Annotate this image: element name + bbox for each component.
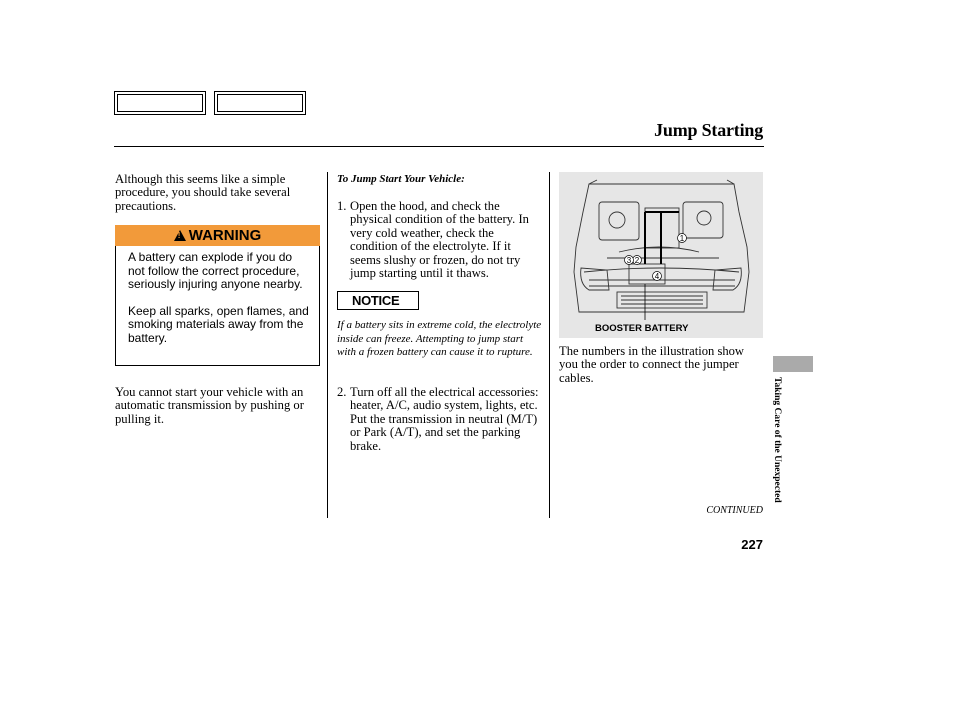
booster-battery-label: BOOSTER BATTERY xyxy=(595,323,689,334)
engine-bay-drawing xyxy=(559,172,763,338)
marker-4-label: 4 xyxy=(654,272,660,281)
marker-2-label: 2 xyxy=(634,256,640,265)
figure-caption: The numbers in the illustration show you the order to connect the jumper cables. xyxy=(559,344,745,385)
nav-box-inner xyxy=(117,94,203,112)
marker-3-label: 3 xyxy=(626,256,632,265)
automatic-note: You cannot start your vehicle with an automatic transmission by pushing or pulling it. xyxy=(115,385,304,426)
marker-1-label: 1 xyxy=(679,234,685,243)
step-number: 1. xyxy=(337,199,347,213)
step-item xyxy=(337,386,542,453)
page-title: Jump Starting xyxy=(654,120,763,140)
page-number: 227 xyxy=(741,537,763,552)
section-heading: To Jump Start Your Vehicle: xyxy=(337,173,465,185)
step-item xyxy=(337,200,542,280)
header-rule xyxy=(114,146,764,147)
intro-text: Although this seems like a simple procedure, you should take several precautions. xyxy=(115,172,291,213)
section-name: Taking Care of the Unexpected xyxy=(772,377,782,503)
section-vertical-label xyxy=(768,377,788,532)
step-number: 2. xyxy=(337,385,347,399)
nav-box-next[interactable] xyxy=(214,91,306,115)
step-text: Open the hood, and check the physical condition of the battery. In very cold weather, check the condition of the electrolyte. If it seems slushy or frozen, do not try jump starting until it thaws. xyxy=(350,199,529,281)
notice-text: If a battery sits in extreme cold, the electrolyte inside can freeze. Attempting to jump start with a frozen battery can cause it to rupture. xyxy=(337,319,542,358)
engine-bay-illustration xyxy=(559,172,763,338)
notice-label: NOTICE xyxy=(337,291,419,310)
warning-header xyxy=(115,225,320,246)
nav-box-inner xyxy=(217,94,303,112)
warning-box xyxy=(115,246,320,366)
section-tab[interactable] xyxy=(773,356,813,372)
warning-triangle-icon xyxy=(174,230,186,241)
nav-box-previous[interactable] xyxy=(114,91,206,115)
column-divider xyxy=(549,172,550,518)
column-divider xyxy=(327,172,328,518)
step-text: Turn off all the electrical accessories: heater, A/C, audio system, lights, etc. Put the transmission in neutral (M/T) or Park (A/T), and set the parking brake. xyxy=(350,385,539,453)
warning-paragraph: A battery can explode if you do not follow the correct procedure, seriously injuring anyone nearby. xyxy=(128,250,303,291)
warning-paragraph: Keep all sparks, open flames, and smoking materials away from the battery. xyxy=(128,303,309,345)
continued-label: CONTINUED xyxy=(706,505,763,516)
warning-label: WARNING xyxy=(188,227,262,244)
